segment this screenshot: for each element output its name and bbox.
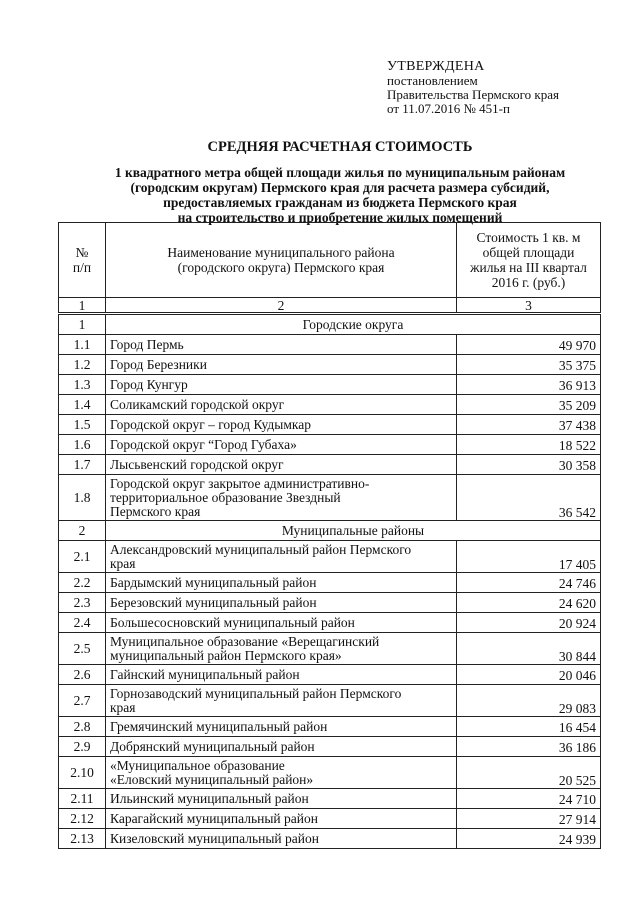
approval-title: УТВЕРЖДЕНА [387,59,485,74]
row-number: 2.11 [59,789,106,809]
table-row [59,395,601,415]
table-row [59,829,601,849]
row-value: 16 454 [457,717,601,737]
header-cost-line-3: жилья на III квартал [470,260,587,275]
row-name-line: Муниципальное образование «Верещагинский [110,633,380,649]
row-value: 36 186 [457,737,601,757]
row-name [106,475,457,521]
header-number [59,223,106,298]
row-name-line: Кизеловский муниципальный район [110,830,319,846]
row-name [106,685,457,717]
row-name [106,633,457,665]
row-name [106,665,457,685]
row-name-line: Большесосновский муниципальный район [110,614,355,630]
row-value: 20 046 [457,665,601,685]
subtitle-line-2: (городским округам) Пермского края для расчета размера субсидий, [130,180,550,195]
row-name: Город Пермь [106,335,457,355]
row-name-line: Карагайский муниципальный район [110,810,318,826]
row-name: Лысьвенский городской округ [106,455,457,475]
row-value: 35 375 [457,355,601,375]
section-row [59,314,601,335]
row-name-line: Ильинский муниципальный район [110,790,309,806]
row-name-line: «Муниципальное образование [110,757,285,773]
row-name: Город Кунгур [106,375,457,395]
row-number: 2.7 [59,685,106,717]
table-row [59,613,601,633]
row-name [106,717,457,737]
row-name-line: Пермского края [110,503,201,519]
table-row [59,757,601,789]
header-name-line-1: Наименование муниципального района [167,245,395,260]
table-row [59,717,601,737]
row-name-line: Бардымский муниципальный район [110,574,317,590]
row-number: 2.2 [59,573,106,593]
row-name-line: «Еловский муниципальный район» [110,771,314,787]
row-number: 1.1 [59,335,106,355]
row-name [106,593,457,613]
table-row [59,573,601,593]
table-row [59,789,601,809]
table-row [59,633,601,665]
row-value: 36 913 [457,375,601,395]
row-name-line: Березовский муниципальный район [110,594,317,610]
header-cost-line-4: 2016 г. (руб.) [491,275,566,290]
row-name-line: Гремячинский муниципальный район [110,718,328,734]
table-row [59,355,601,375]
subtitle-line-4: на строительство и приобретение жилых помещений [177,210,503,225]
row-name-line: Гайнский муниципальный район [110,666,300,682]
table-row [59,335,601,355]
row-value: 35 209 [457,395,601,415]
table-row [59,541,601,573]
row-value: 20 924 [457,613,601,633]
row-value: 49 970 [457,335,601,355]
section-row [59,521,601,541]
row-number: 2.1 [59,541,106,573]
section-title: Муниципальные районы [106,521,601,541]
header-cost-line-2: общей площади [482,245,575,260]
header-cost [457,223,601,298]
column-number-row [59,298,601,314]
row-name [106,541,457,573]
table-row [59,593,601,613]
section-title: Городские округа [106,314,601,335]
row-number: 2.12 [59,809,106,829]
row-value: 29 083 [457,685,601,717]
header-name-line-2: (городского округа) Пермского края [177,260,385,275]
approval-stamp [387,60,559,116]
document-heading [60,140,620,225]
column-number: 1 [59,298,106,314]
table-row [59,375,601,395]
table-row [59,685,601,717]
row-number: 1.7 [59,455,106,475]
row-number: 1.6 [59,435,106,455]
row-number: 1.5 [59,415,106,435]
row-name-line: края [110,555,136,571]
table-row [59,665,601,685]
row-value: 17 405 [457,541,601,573]
row-name-line: края [110,699,136,715]
row-value: 27 914 [457,809,601,829]
row-name-line: Добрянский муниципальный район [110,738,315,754]
header-name [106,223,457,298]
row-name [106,809,457,829]
row-value: 24 746 [457,573,601,593]
row-name [106,789,457,809]
row-value: 24 710 [457,789,601,809]
table-row [59,475,601,521]
row-name: Городской округ “Город Губаха» [106,435,457,455]
row-name-line: муниципальный район Пермского края» [110,647,342,663]
row-name: Соликамский городской округ [106,395,457,415]
approval-line-3: от 11.07.2016 № 451-п [387,101,510,116]
row-number: 1.8 [59,475,106,521]
row-name [106,737,457,757]
document-title: СРЕДНЯЯ РАСЧЕТНАЯ СТОИМОСТЬ [207,139,473,155]
row-number: 2.4 [59,613,106,633]
row-number: 1.2 [59,355,106,375]
row-name [106,573,457,593]
table-row [59,737,601,757]
row-number: 2.3 [59,593,106,613]
table-header-row [59,223,601,298]
row-name-line: Горнозаводский муниципальный район Пермского [110,685,402,701]
table-row [59,455,601,475]
row-value: 30 844 [457,633,601,665]
row-name: Городской округ – город Кудымкар [106,415,457,435]
table-row [59,435,601,455]
row-name [106,757,457,789]
row-value: 24 939 [457,829,601,849]
header-number-abbr: п/п [72,260,92,275]
header-number-sign: № [75,245,89,260]
approval-line-1: постановлением [387,73,478,88]
subtitle-line-3: предоставляемых гражданам из бюджета Пермского края [163,195,517,210]
row-value: 20 525 [457,757,601,789]
column-number: 3 [457,298,601,314]
row-name: Город Березники [106,355,457,375]
subtitle-line-1: 1 квадратного метра общей площади жилья по муниципальным районам [114,165,566,180]
row-value: 36 542 [457,475,601,521]
table-row [59,415,601,435]
row-number: 1.4 [59,395,106,415]
approval-line-2: Правительства Пермского края [387,87,559,102]
row-value: 30 358 [457,455,601,475]
row-value: 24 620 [457,593,601,613]
row-number: 2.9 [59,737,106,757]
row-number: 2.10 [59,757,106,789]
row-name-line: Александровский муниципальный район Пермского [110,541,412,557]
section-number: 1 [59,314,106,335]
cost-table [58,222,601,849]
section-number: 2 [59,521,106,541]
row-number: 2.6 [59,665,106,685]
row-name [106,829,457,849]
column-number: 2 [106,298,457,314]
row-name-line: Городской округ закрытое административно- [110,475,370,491]
row-value: 18 522 [457,435,601,455]
row-number: 2.13 [59,829,106,849]
row-value: 37 438 [457,415,601,435]
row-name [106,613,457,633]
row-number: 2.5 [59,633,106,665]
row-number: 1.3 [59,375,106,395]
table-row [59,809,601,829]
row-name-line: территориальное образование Звездный [110,489,341,505]
header-cost-line-1: Стоимость 1 кв. м [476,230,581,245]
row-number: 2.8 [59,717,106,737]
